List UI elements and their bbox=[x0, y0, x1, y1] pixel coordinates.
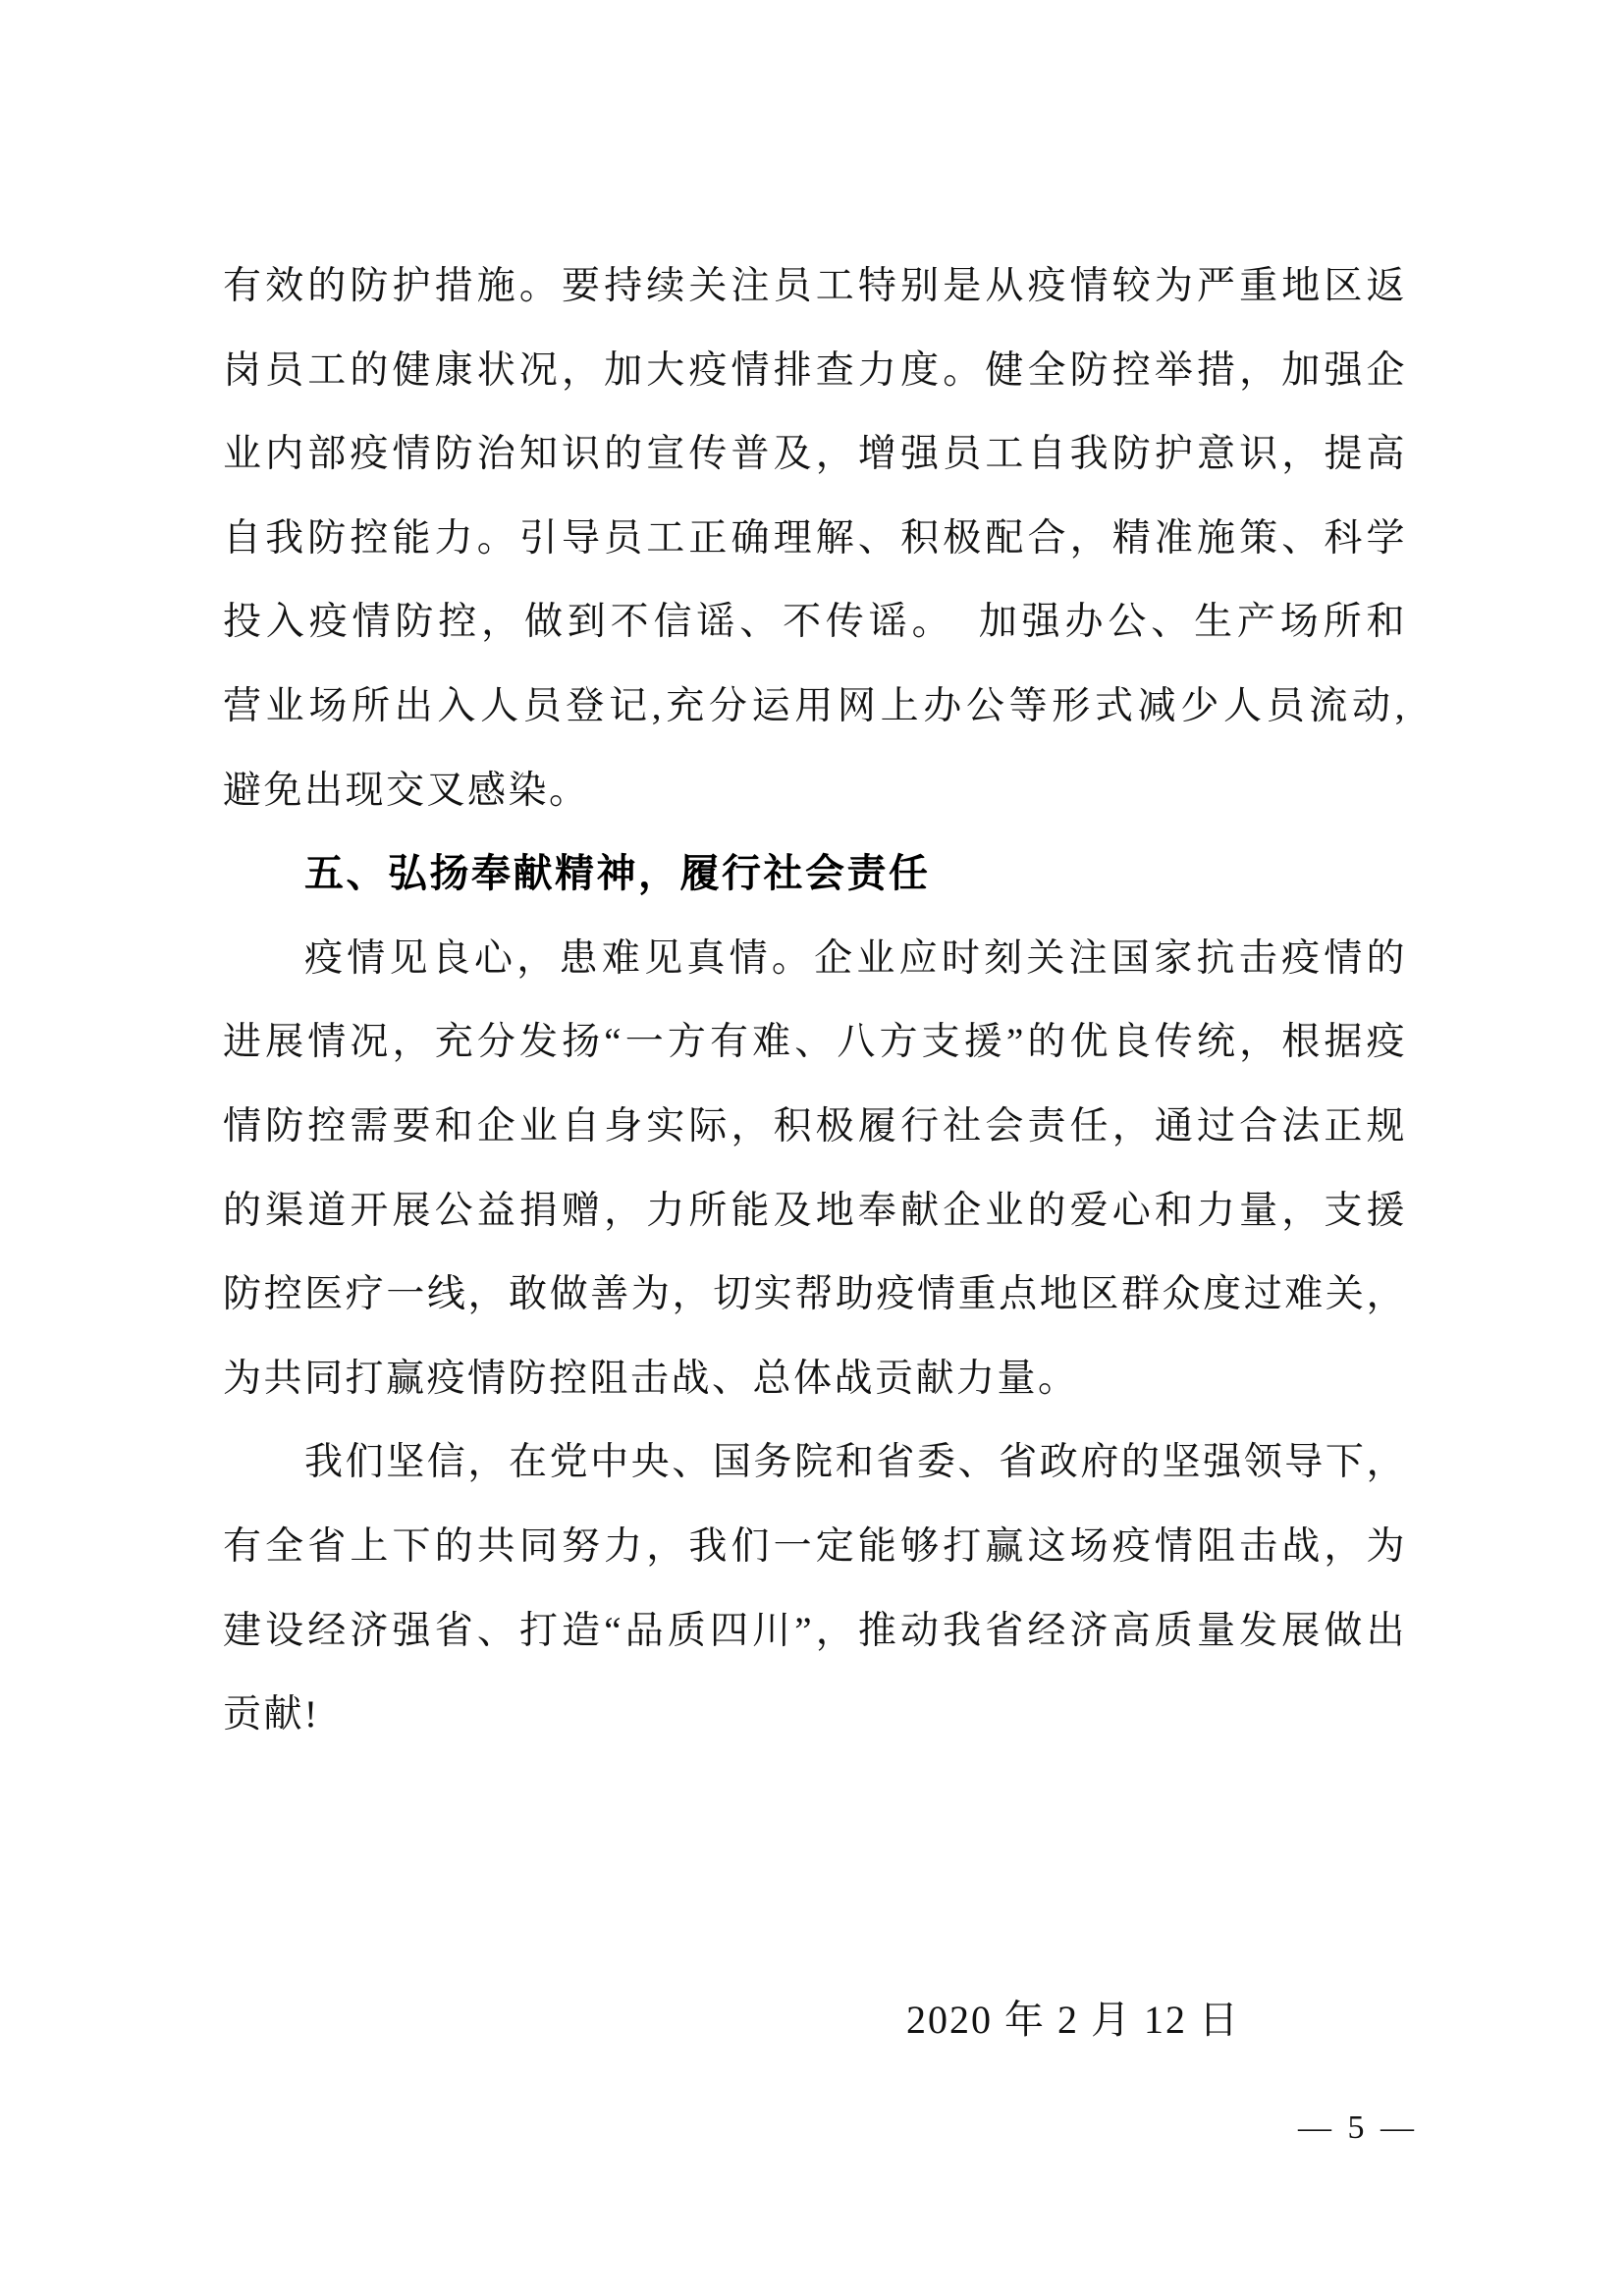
body-line: 岗员工的健康状况，加大疫情排查力度。健全防控举措，加强企 bbox=[223, 348, 1407, 392]
body-line: 投入疫情防控，做到不信谣、不传谣。 加强办公、生产场所和 bbox=[223, 601, 1407, 644]
section-heading: 五、弘扬奉献精神，履行社会责任 bbox=[304, 852, 931, 896]
body-line: 防控医疗一线，敢做善为，切实帮助疫情重点地区群众度过难关， bbox=[223, 1273, 1407, 1316]
document-date: 2020 年 2 月 12 日 bbox=[906, 1998, 1240, 2042]
body-line: 避免出现交叉感染。 bbox=[223, 769, 590, 812]
page-number: — 5 — bbox=[1298, 2109, 1418, 2146]
body-line: 营业场所出入人员登记,充分运用网上办公等形式减少人员流动, bbox=[223, 684, 1407, 727]
body-line: 的渠道开展公益捐赠，力所能及地奉献企业的爱心和力量，支援 bbox=[223, 1189, 1407, 1232]
body-line: 情防控需要和企业自身实际，积极履行社会责任，通过合法正规 bbox=[223, 1104, 1407, 1148]
body-line: 有效的防护措施。要持续关注员工特别是从疫情较为严重地区返 bbox=[223, 265, 1407, 307]
body-line: 进展情况，充分发扬“一方有难、八方支援”的优良传统，根据疫 bbox=[223, 1021, 1407, 1064]
body-line: 建设经济强省、打造“品质四川”，推动我省经济高质量发展做出 bbox=[223, 1609, 1407, 1652]
body-line: 贡献! bbox=[223, 1693, 320, 1736]
document-body bbox=[223, 244, 1407, 1757]
body-line: 为共同打赢疫情防控阻击战、总体战贡献力量。 bbox=[223, 1357, 1079, 1400]
body-line: 有全省上下的共同努力，我们一定能够打赢这场疫情阻击战，为 bbox=[223, 1524, 1407, 1568]
body-line: 业内部疫情防治知识的宣传普及，增强员工自我防护意识，提高 bbox=[223, 433, 1407, 476]
body-line: 疫情见良心，患难见真情。企业应时刻关注国家抗击疫情的 bbox=[304, 936, 1407, 980]
body-line: 我们坚信，在党中央、国务院和省委、省政府的坚强领导下， bbox=[304, 1441, 1407, 1484]
body-line: 自我防控能力。引导员工正确理解、积极配合，精准施策、科学 bbox=[223, 516, 1407, 560]
